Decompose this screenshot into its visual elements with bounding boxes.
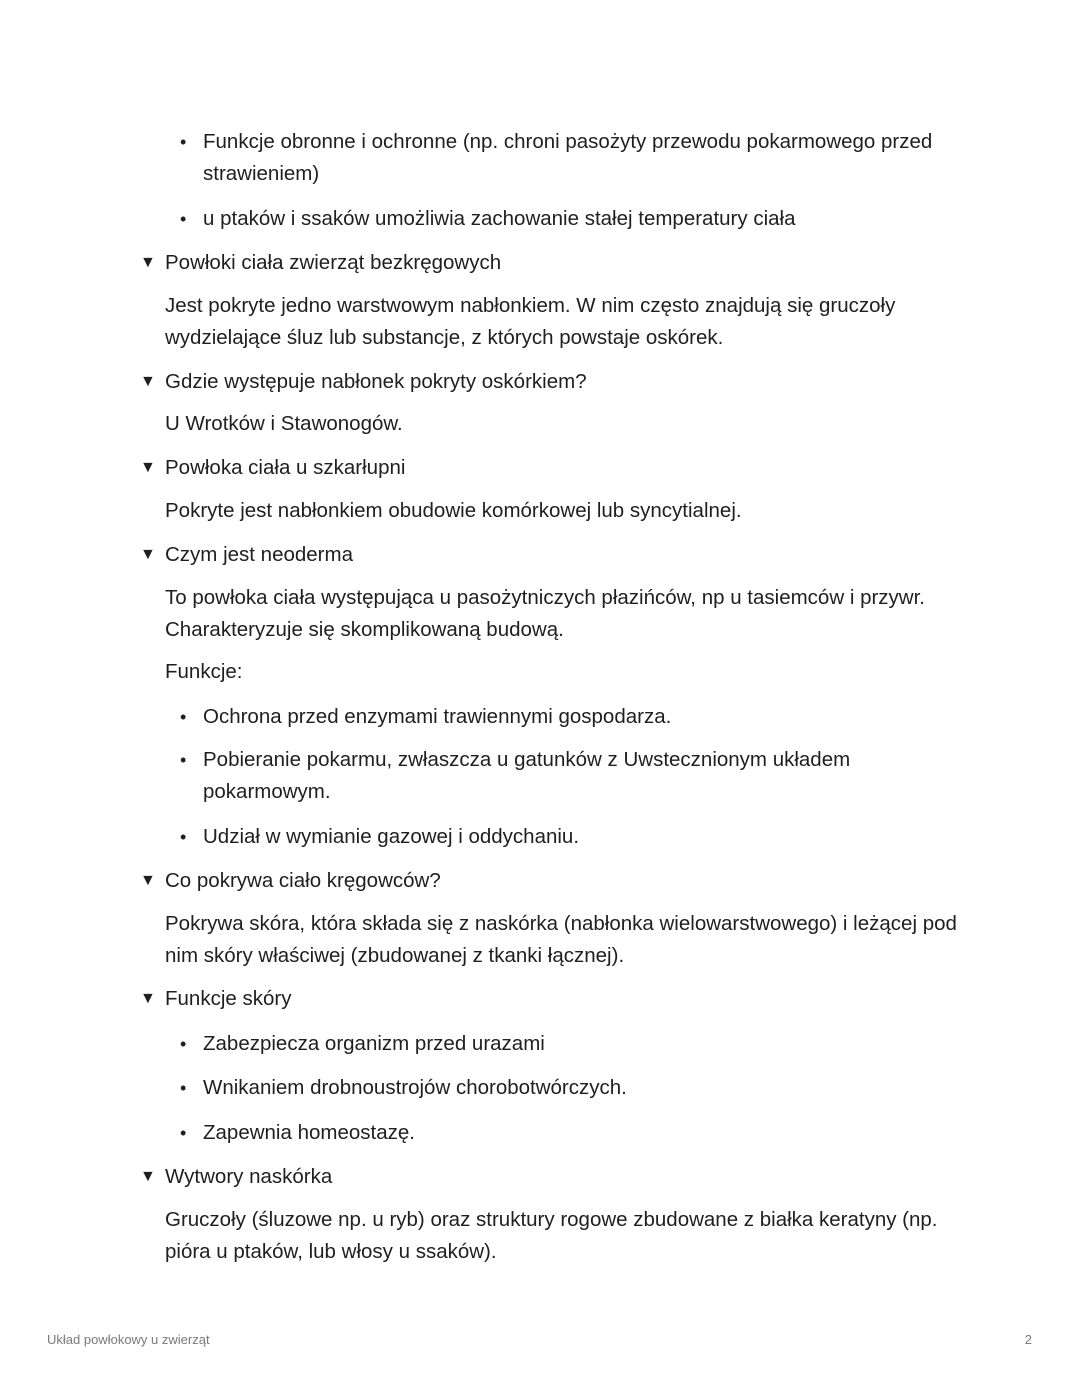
toggle-label: Powłoki ciała zwierząt bezkręgowych [165,251,502,274]
page-number: 2 [1024,1332,1032,1347]
triangle-down-icon[interactable]: ▼ [140,459,156,476]
bullet-item [180,126,943,190]
toggle-label: Powłoka ciała u szkarłupni [165,456,406,479]
bullet-text: Zapewnia homeostazę. [203,1121,415,1144]
bullet-item [180,203,943,235]
triangle-down-icon[interactable]: ▼ [140,254,156,271]
bullet-icon: • [180,1123,187,1143]
bullet-item [180,744,943,808]
paragraph: Funkcje: [165,660,243,683]
bullet-icon: • [180,1078,187,1098]
triangle-down-icon[interactable]: ▼ [140,546,156,563]
paragraph: Gruczoły (śluzowe np. u ryb) oraz struktury rogowe zbudowane z białka keratyny (np. pióra u ptaków, lub włosy u ssaków). [165,1208,938,1263]
paragraph: U Wrotków i Stawonogów. [165,412,403,435]
bullet-icon: • [180,209,187,229]
bullet-item [180,1072,943,1104]
footer-title: Układ powłokowy u zwierząt [47,1332,210,1347]
bullet-icon: • [180,827,187,847]
bullet-text: Udział w wymianie gazowej i oddychaniu. [203,825,580,848]
bullet-icon: • [180,750,187,770]
bullet-text: Zabezpiecza organizm przed urazami [203,1032,545,1055]
bullet-icon: • [180,132,187,152]
bullet-item [180,1117,943,1149]
paragraph: Pokrywa skóra, która składa się z naskórka (nabłonka wielowarstwowego) i leżącej pod nim skóry właściwej (zbudowanej z tkanki łącznej). [165,912,957,967]
bullet-item [180,701,943,733]
triangle-down-icon[interactable]: ▼ [140,373,156,390]
toggle-label: Co pokrywa ciało kręgowców? [165,869,441,892]
bullet-icon: • [180,1034,187,1054]
toggle-label: Czym jest neoderma [165,543,353,566]
bullet-item [180,1028,943,1060]
bullet-text: Ochrona przed enzymami trawiennymi gospodarza. [203,705,672,728]
bullet-text: Pobieranie pokarmu, zwłaszcza u gatunków z Uwstecznionym układem pokarmowym. [203,748,851,803]
bullet-text: Wnikaniem drobnoustrojów chorobotwórczych. [203,1076,627,1099]
triangle-down-icon[interactable]: ▼ [140,872,156,889]
triangle-down-icon[interactable]: ▼ [140,1168,156,1185]
paragraph: Pokryte jest nabłonkiem obudowie komórkowej lub syncytialnej. [165,499,742,522]
bullet-text: u ptaków i ssaków umożliwia zachowanie stałej temperatury ciała [203,207,796,230]
toggle-label: Wytwory naskórka [165,1165,333,1188]
paragraph: Jest pokryte jedno warstwowym nabłonkiem. W nim często znajdują się gruczoły wydzielające śluz lub substancje, z których powstaje oskórek. [165,294,896,349]
bullet-text: Funkcje obronne i ochronne (np. chroni pasożyty przewodu pokarmowego przed strawieniem) [203,130,933,185]
toggle-label: Funkcje skóry [165,987,292,1010]
triangle-down-icon[interactable]: ▼ [140,990,156,1007]
bullet-icon: • [180,707,187,727]
bullet-item [180,821,943,853]
paragraph: To powłoka ciała występująca u pasożytniczych płazińców, np u tasiemców i przywr. Charakteryzuje się skomplikowaną budową. [165,586,925,641]
toggle-label: Gdzie występuje nabłonek pokryty oskórkiem? [165,370,587,393]
